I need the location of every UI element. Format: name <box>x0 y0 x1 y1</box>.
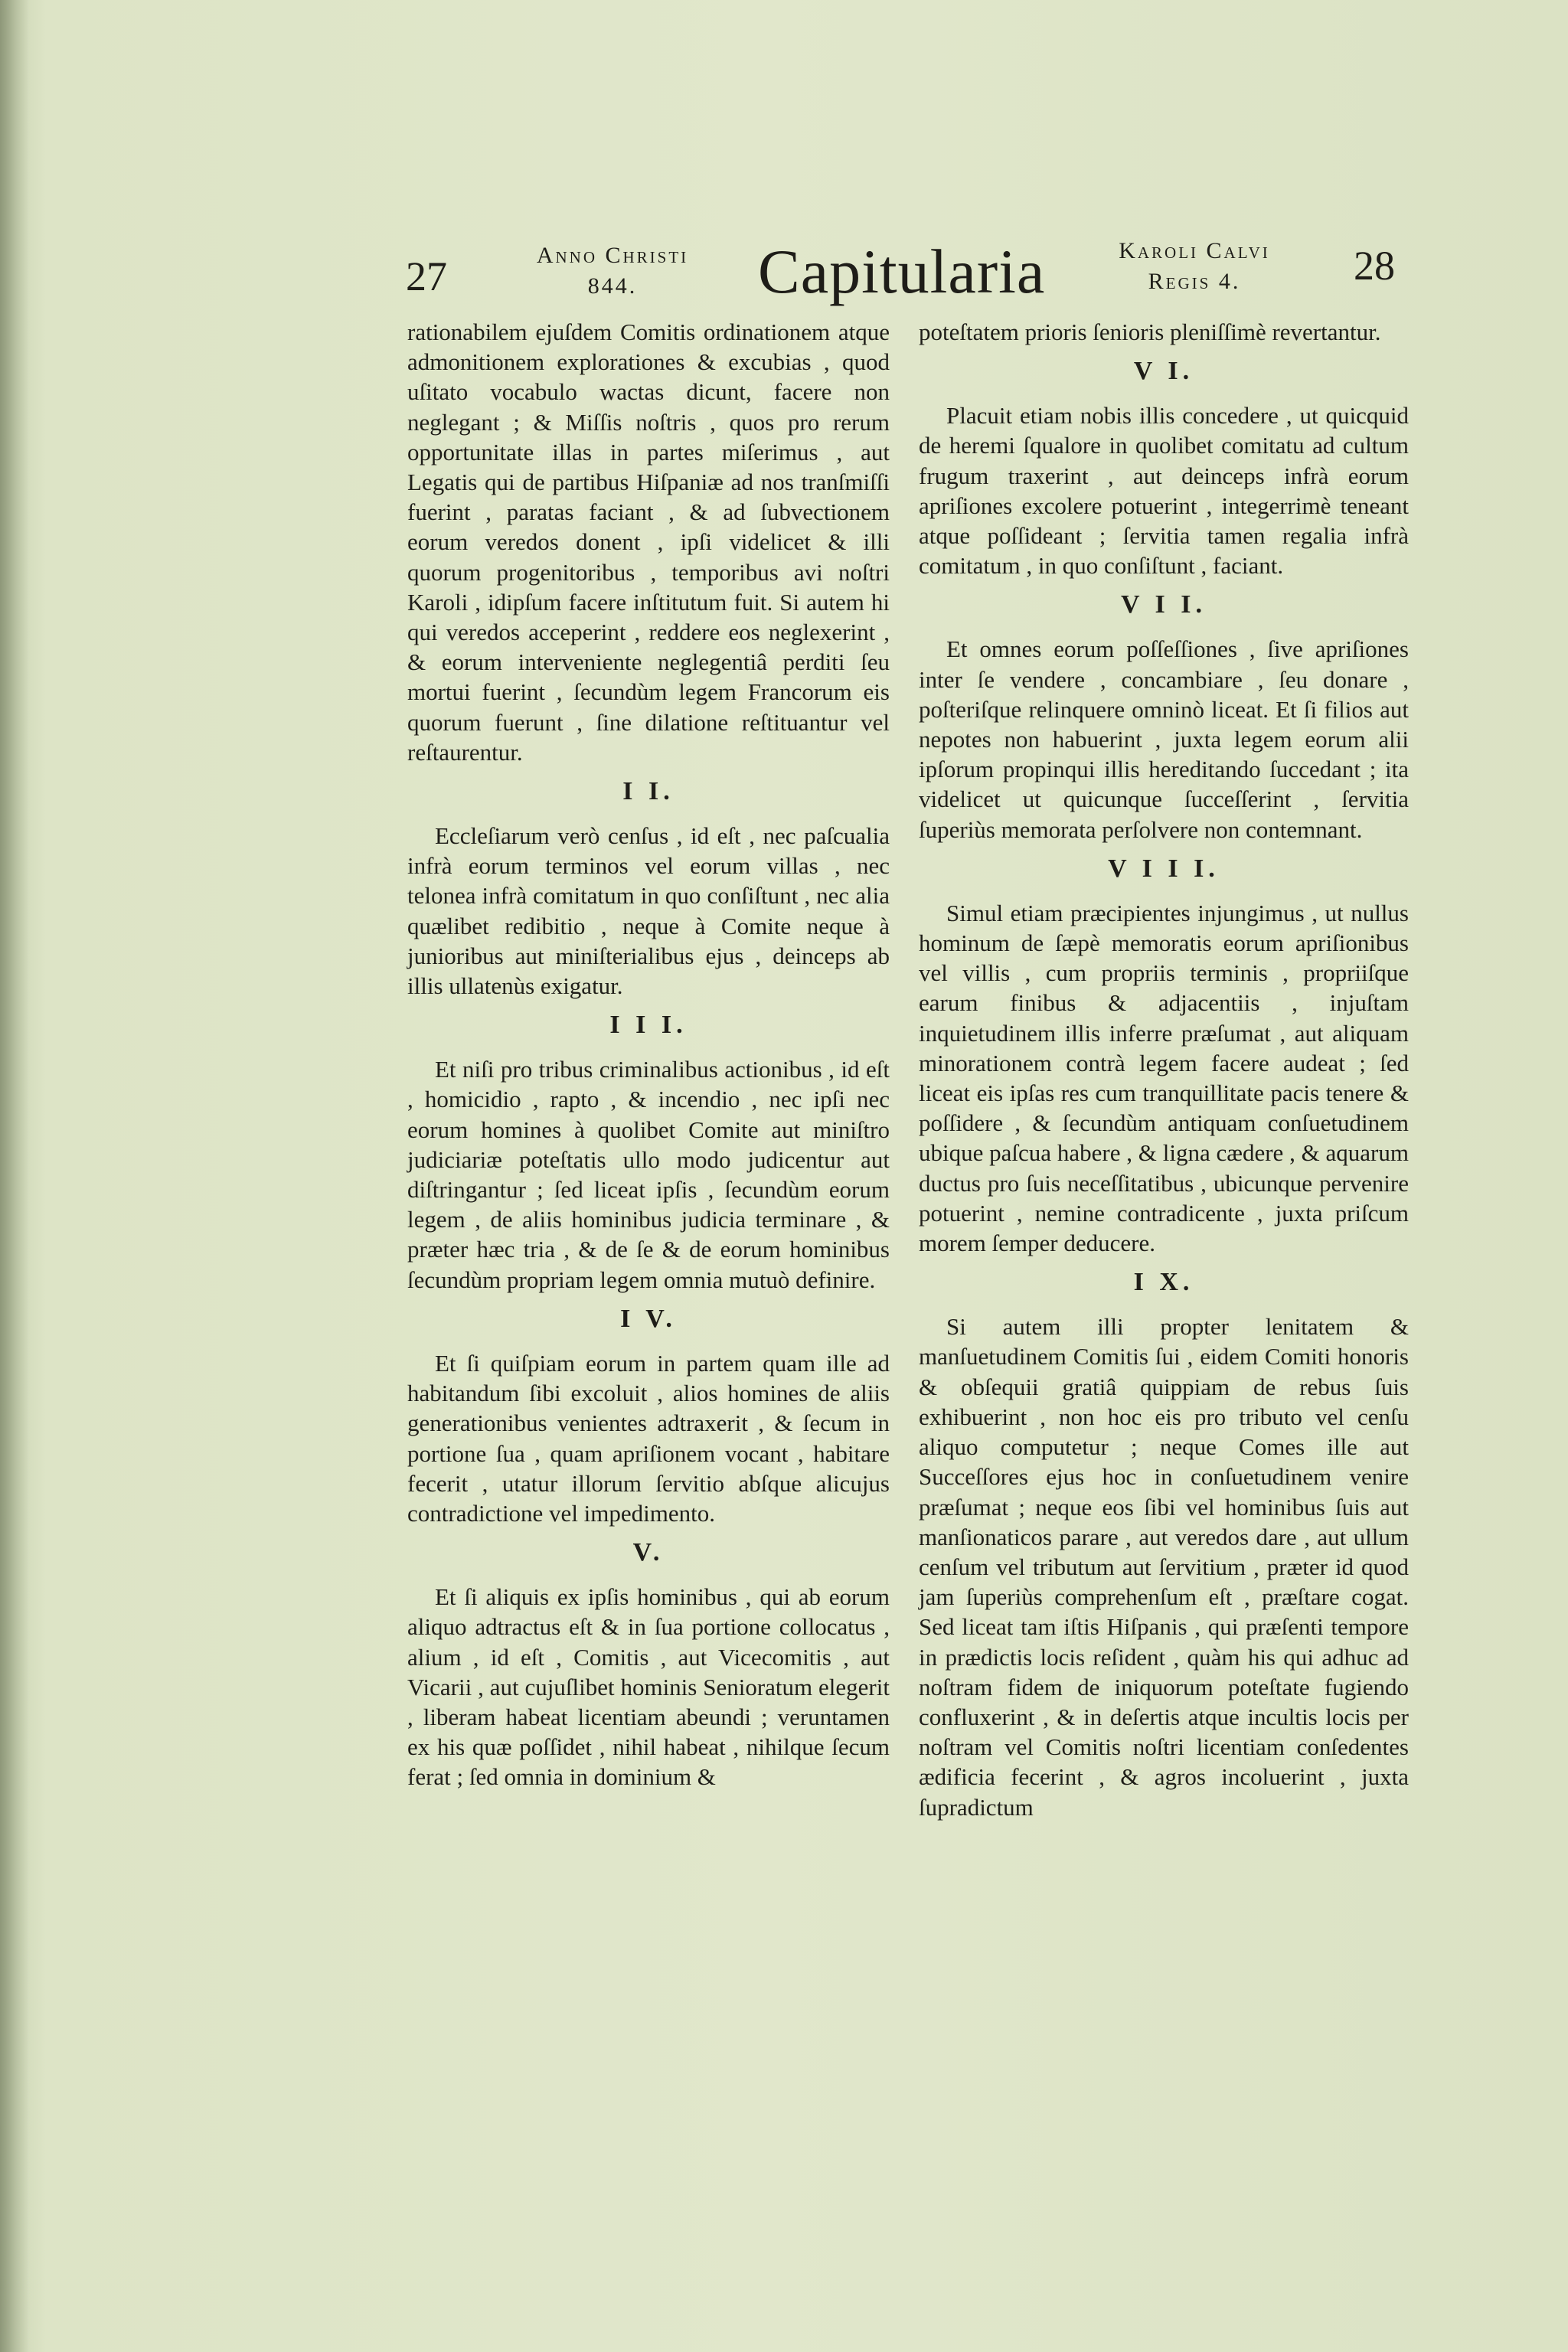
paragraph: Si autem illi propter lenitatem & manſuetudinem Comitis ſui , eidem Comiti honoris & obſequii gratiâ quippiam de rebus ſuis exhibuerint , non hoc eis pro tributo vel cenſu aliquo computetur ; neque Comes ille aut Succeſſores ejus hoc in conſuetudinem venire præſumat ; neque eos ſibi vel hominibus ſuis aut manſionaticos parare , aut veredos dare , aut ullum cenſum vel tributum aut ſervitium , præter id quod jam ſuperiùs comprehenſum eſt , præſtare cogat. Sed liceat tam iſtis Hiſpanis , qui præſenti tempore in prædictis locis reſident , quàm his qui adhuc ad noſtram fidem de iniquorum poteſtate fugiendo confluxerint , & in deſertis atque incultis locis per noſtram vel Comitis noſtri licentiam conſedentes ædificia fecerint , & agros incoluerint , juxta ſupradictum <box>919 1313 1409 1821</box>
section-number: V I. <box>1133 357 1194 386</box>
section-number: V. <box>632 1538 665 1567</box>
running-head-line: Anno Christi <box>536 243 689 268</box>
running-head-line: 844. <box>587 273 638 299</box>
paragraph: Et ſi aliquis ex ipſis hominibus , qui ab eorum aliquo adtractus eſt & in ſua portione collocatus , alium , id eſt , Comitis , aut Vicecomitis , aut Vicarii , aut cujuſlibet hominis Senioratum elegerit , liberam habeat licentiam abeundi ; veruntamen ex his quæ poſſidet , nihil habeat , nihilque ſecum ferat ; ſed omnia in dominium & <box>407 1583 890 1791</box>
right-page-number: 28 <box>1354 243 1395 289</box>
paragraph: rationabilem ejuſdem Comitis ordinationem atque admonitionem explorationes & excubias , quod uſitato vocabulo wactas dicunt, facere non neglegant ; & Miſſis noſtris , quos pro rerum opportunitate illas in partes miſerimus , aut Legatis qui de partibus Hiſpaniæ ad nos tranſmiſſi fuerint , paratas faciant , & ad ſubvectionem eorum veredos donent , ipſi videlicet & illi quorum progenitoribus , temporibus avi noſtri Karoli , idipſum facere inſtitutum fuit. Si autem hi qui veredos acceperint , reddere eos neglexerint , & eorum interveniente neglegentiâ perditi ſeu mortui fuerint , ſecundùm legem Francorum eis quorum fuerunt , ſine dilatione reſtituantur vel reſtaurentur. <box>407 318 890 766</box>
paragraph: Et niſi pro tribus criminalibus actionibus , id eſt , homicidio , rapto , & incendio , nec ipſi nec eorum homines à quolibet Comite aut miniſtro judiciariæ poteſtatis ullo modo judicentur aut diſtringantur ; ſed liceat ipſis , ſecundùm eorum legem , de aliis hominibus judicia terminare , & præter hæc tria , & de ſe & de eorum hominibus ſecundùm propriam legem omnia mutuò definire. <box>407 1056 890 1293</box>
section-number: I V. <box>620 1304 677 1333</box>
paragraph: Eccleſiarum verò cenſus , id eſt , nec paſcualia infrà eorum terminos vel eorum villas , nec telonea infrà comitatum in quo conſiſtunt , nec alia quælibet redibitio , neque à Comite neque à junioribus aut miniſterialibus ejus , deinceps ab illis ullatenùs exigatur. <box>407 822 890 1000</box>
page-header <box>0 230 1568 314</box>
section-number: I X. <box>1133 1268 1194 1297</box>
running-head-line: Regis 4. <box>1148 269 1241 294</box>
paragraph: poteſtatem prioris ſenioris pleniſſimè revertantur. <box>919 318 1381 345</box>
left-text-column <box>407 317 890 1792</box>
paragraph: Et ſi quiſpiam eorum in partem quam ille ad habitandum ſibi excoluit , alios homines de aliis generationibus venientes adtraxerit , & ſecum in portione ſua , quam apriſionem vocant , habitare fecerit , utatur illorum ſervitio abſque alicujus contradictione vel impedimento. <box>407 1349 890 1527</box>
paragraph: Et omnes eorum poſſeſſiones , ſive apriſiones inter ſe vendere , concambiare , ſeu donare , poſteriſque relinquere omninò liceat. Et ſi filios aut nepotes non habuerint , juxta legem eorum alii ipſorum propinqui illis hereditando ſuccedant ; ita videlicet ut quicunque ſucceſſerint , ſervitia ſuperiùs memorata perſolvere non contemnant. <box>919 635 1409 843</box>
running-head-line: Karoli Calvi <box>1119 238 1270 263</box>
paragraph: Placuit etiam nobis illis concedere , ut quicquid de heremi ſqualore in quolibet comitatu ad cultum frugum traxerint , aut deinceps infrà eorum apriſiones excolere potuerint , integerrimè teneant atque poſſideant ; ſervitia tamen regalia infrà comitatum , in quo conſiſtunt , faciant. <box>919 402 1409 580</box>
section-number: V I I. <box>1121 590 1207 619</box>
section-number: I I I. <box>609 1011 688 1040</box>
section-number: V I I I. <box>1108 854 1220 883</box>
right-text-column <box>919 317 1409 1822</box>
page-title: Capitularia <box>758 237 1046 306</box>
left-page-number: 27 <box>406 253 447 299</box>
right-running-head <box>1095 236 1294 297</box>
section-number: I I. <box>622 777 675 806</box>
paragraph: Simul etiam præcipientes injungimus , ut nullus hominum de ſæpè memoratis eorum apriſionibus vel villis , cum propriis terminis , propriiſque earum finibus & adjacentiis , injuſtam inquietudinem illis inferre præſumat , aut aliquam minorationem contrà legem facere audeat ; ſed liceat eis ipſas res cum tranquillitate pacis tenere & poſſidere , & ſecundùm antiquam conſuetudinem ubique paſcua habere , & ligna cædere , & aquarum ductus pro ſuis neceſſitatibus , ubicunque pervenire potuerint , nemine contradicente , juxta priſcum morem ſemper deducere. <box>919 899 1409 1257</box>
left-running-head <box>521 240 704 302</box>
spine-shadow <box>0 0 29 2352</box>
